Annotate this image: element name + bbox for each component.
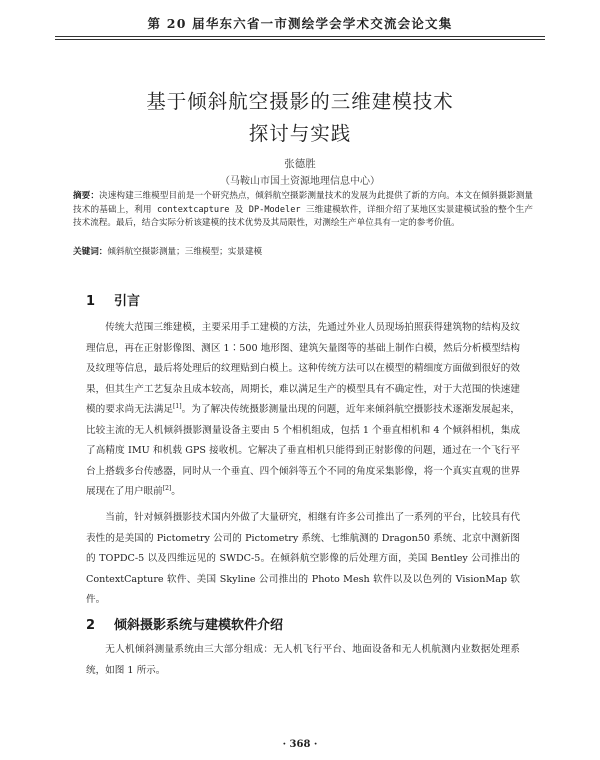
section-title: 引言 xyxy=(114,294,141,309)
body-paragraph xyxy=(86,318,520,503)
section-heading-systems xyxy=(86,614,283,633)
paragraph-text: 。为了解决传统摄影测量出现的问题，近年来倾斜航空摄影技术逐渐发展起来，比较主流的无人机倾斜摄影测量设备主要由 5 个相机组成，包括 1 个垂直相机和 4 个倾斜相机，集成了高精度 IMU 和机载 GPS 接收机。它解决了垂直相机只能得到正射影像的问题，通过在一个飞行平台上搭载多台传感器，同时从一个垂直、四个倾斜等五个不同的角度采集影像，将一个真实直观的世界展现在了用户眼前 xyxy=(86,404,521,497)
keywords xyxy=(73,246,533,259)
keywords-label: 关键词： xyxy=(73,247,108,257)
paper-title-line-2: 探讨与实践 xyxy=(248,122,352,145)
author-name: 张德胜 xyxy=(284,158,316,170)
abstract-text: 决速构建三维模型目前是一个研究热点，倾斜航空摄影测量技术的发展为此提供了新的方向。本文在倾斜摄影测量技术的基础上，利用 contextcapture 及 DP-Modeler 三维建模软件，详细介绍了某地区实景建模试验的整个生产技术流程。最后，结合实际分析该建模的技术优势及其局限性，对测绘生产单位具有一定的参考价值。 xyxy=(73,191,533,229)
section-number: 2 xyxy=(86,618,96,633)
paper-title-line-1: 基于倾斜航空摄影的三维建模技术 xyxy=(146,90,454,113)
citation-ref: [1] xyxy=(173,402,182,410)
section-number: 1 xyxy=(86,294,96,309)
body-paragraph: 无人机倾斜测量系统由三大部分组成：无人机飞行平台、地面设备和无人机航测内业数据处理系统，如图 1 所示。 xyxy=(86,644,520,676)
section-heading-introduction xyxy=(86,290,140,309)
paragraph-text: 传统大范围三维建模，主要采用手工建模的方法，先通过外业人员现场拍照获得建筑物的结构及纹理信息，再在正射影像图、测区 1∶500 地形图、建筑矢量图等的基础上制作白模，然后分析模型结构及纹理等信息，最后将处理后的纹理贴到白模上。这种传统方法可以在模型的精细度方面做到很好的效果，但其生产工艺复杂且成本较高，周期长，难以满足生产的模型具有不确定性，对于大范围的快速建模的要求尚无法满足 xyxy=(86,322,520,415)
citation-ref: [2] xyxy=(162,484,172,492)
section-title: 倾斜摄影系统与建模软件介绍 xyxy=(114,618,284,633)
header-rule-bottom xyxy=(55,39,545,40)
body-paragraph: 当前，针对倾斜摄影技术国内外做了大量研究，相继有许多公司推出了一系列的平台，比较具有代表性的是美国的 Pictometry 公司的 Pictometry 系统、七维航测的 Dragon50 系统、北京中测新图的 TOPDC-5 以及四维远见的 SWDC-5。在倾斜航空影像的后处理方面，美国 Bentley 公司推出的 ContextCapture 软件、美国 Skyline 公司推出的 Photo Mesh 软件以及以色列的 VisionMap 软件。 xyxy=(86,512,520,605)
abstract xyxy=(73,190,533,231)
header-rule-top xyxy=(55,36,545,37)
running-header: 第 20 届华东六省一市测绘学会学术交流会论文集 xyxy=(147,16,453,31)
abstract-label: 摘要： xyxy=(73,191,100,201)
author-affiliation: （马鞍山市国土资源地理信息中心） xyxy=(220,176,380,187)
page-number: · 368 · xyxy=(282,739,318,750)
keywords-text: 倾斜航空摄影测量；三维模型；实景建模 xyxy=(107,247,263,257)
paragraph-text: 。 xyxy=(171,486,181,497)
